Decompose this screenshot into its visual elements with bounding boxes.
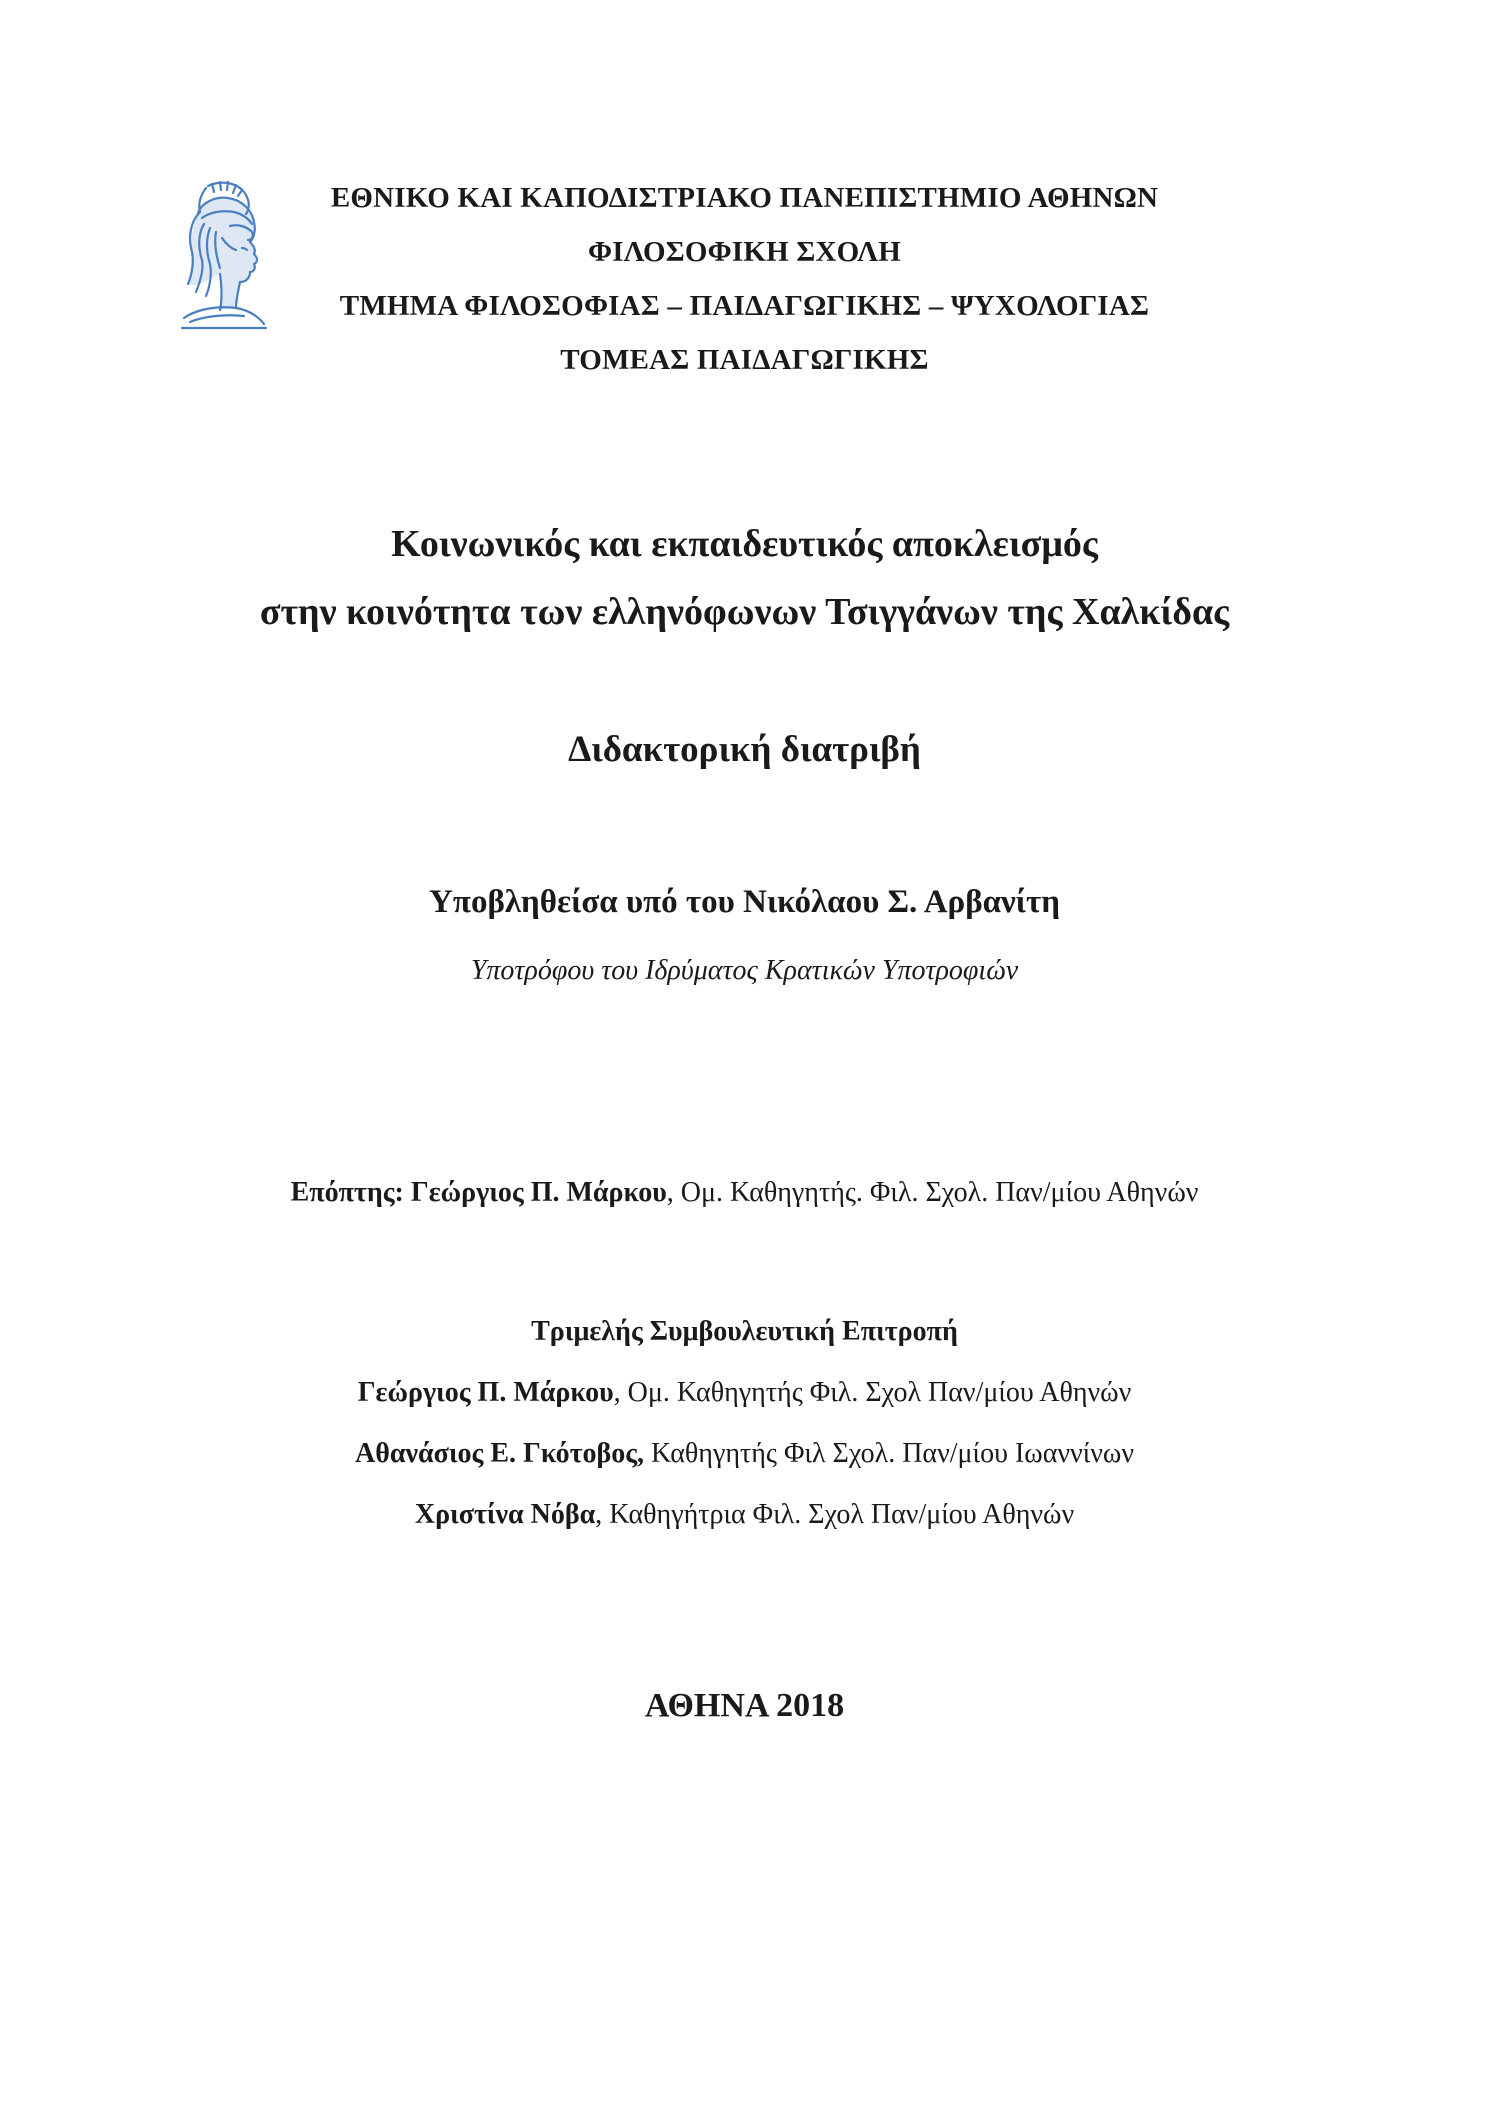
sector-name: ΤΟΜΕΑΣ ΠΑΙΔΑΓΩΓΙΚΗΣ <box>560 344 929 376</box>
supervisor-affiliation: , Ομ. Καθηγητής. Φιλ. Σχολ. Παν/μίου Αθηνών <box>666 1177 1199 1208</box>
place-year: ΑΘΗΝΑ 2018 <box>644 1687 845 1724</box>
committee-member-affiliation: , Ομ. Καθηγητής Φιλ. Σχολ Παν/μίου Αθηνών <box>613 1377 1132 1408</box>
supervisor-line <box>0 1177 1489 1209</box>
university-name: ΕΘΝΙΚΟ ΚΑΙ ΚΑΠΟΔΙΣΤΡΙΑΚΟ ΠΑΝΕΠΙΣΤΗΜΙΟ ΑΘΗΝΩΝ <box>330 182 1159 214</box>
committee-member-name: Γεώργιος Π. Μάρκου <box>357 1377 614 1408</box>
committee-member <box>0 1438 1489 1470</box>
school-name: ΦΙΛΟΣΟΦΙΚΗ ΣΧΟΛΗ <box>587 236 902 268</box>
committee-member-affiliation: , Καθηγήτρια Φιλ. Σχολ Παν/μίου Αθηνών <box>595 1499 1075 1530</box>
thesis-title-line-1: Κοινωνικός και εκπαιδευτικός αποκλεισμός <box>391 523 1098 565</box>
committee-member <box>0 1377 1489 1409</box>
author-line: Υποβληθείσα υπό του Νικόλαου Σ. Αρβανίτη <box>429 884 1060 920</box>
thesis-title-line-2: στην κοινότητα των ελληνόφωνων Τσιγγάνων της Χαλκίδας <box>259 591 1230 633</box>
scholarship-line: Υποτρόφου του Ιδρύματος Κρατικών Υποτροφιών <box>470 955 1019 986</box>
department-name: ΤΜΗΜΑ ΦΙΛΟΣΟΦΙΑΣ – ΠΑΙΔΑΓΩΓΙΚΗΣ – ΨΥΧΟΛΟΓΙΑΣ <box>339 290 1150 322</box>
committee-member <box>0 1499 1489 1531</box>
committee-title: Τριμελής Συμβουλευτική Επιτροπή <box>531 1316 958 1347</box>
supervisor-name: Επόπτης: Γεώργιος Π. Μάρκου <box>290 1177 667 1208</box>
committee-member-name: Αθανάσιος Ε. Γκότοβος, <box>355 1438 645 1469</box>
document-type: Διδακτορική διατριβή <box>568 729 921 770</box>
committee-member-affiliation: Καθηγητής Φιλ Σχολ. Παν/μίου Ιωαννίνων <box>644 1438 1134 1469</box>
committee-member-name: Χριστίνα Νόβα <box>414 1499 596 1530</box>
